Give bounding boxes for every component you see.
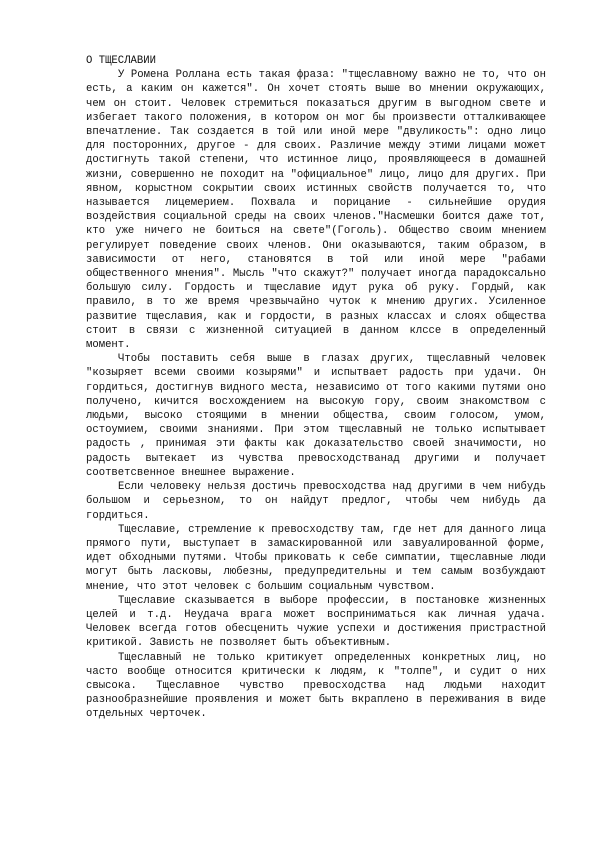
document-title: О ТЩЕСЛАВИИ [86, 55, 156, 67]
paragraph-4: Тщеславие, стремление к превосходству там, где нет для данного лица прямого пути, выступает в замаскированной или завуалированной форме, идет обходными путями. Чтобы приковать к себе симпатии, тщеславные люди могут быть ласковы, любезны, предупредительны и тем самым возбуждают мнение, что этот человек с большим социальным чувством. [86, 523, 546, 593]
paragraph-3: Если человеку нельзя достичь превосходства над другими в чем нибудь большом и серьезном, то он найдут предлог, чтобы чем нибудь да гордиться. [86, 481, 546, 522]
paragraph-2: Чтобы поставить себя выше в глазах других, тщеславный человек "козыряет всеми своими козырями" и испытвает радость при удачи. Он гордиться, достигнув видного места, независимо от того какими путями оно получено, кичится восхождением на высокую гору, своим знакомством с людьми, высоко стоящими в мнении общества, своим голосом, умом, остоумием, своими знаниями. При этом тщеславный не только испытывает радость , принимая эти факты как доказательство своей значимости, но радость вытекает из чувства превосходстванад другими и получает соответсвенное внешнее выражение. [86, 353, 546, 479]
paragraph-1: У Ромена Роллана есть такая фраза: "тщеславному важно не то, что он есть, а каким он кажется". Он хочет стоять выше во мнении окружающих, чем он стоит. Человек стремиться показаться другим в выгодном свете и избегает такого положения, в котором он мог бы произвести отталкивающее впечатление. Так создается в той или иной мере "двуликость": одно лицо для посторонних, другое - для своих. Различие между этими лицами может достигнуть такой степени, что истинное лицо, проявляющееся в домашней жизни, совершенно не походит на "официальное" лицо, лицо для других. При явном, корыстном сокрытии своих истинных свойств получается то, что называется лицемерием. Похвала и порицание - сильнейшие орудия воздействия социальной среды на своих членов."Насмешки боится даже тот, кто уже ничего не боиться на свете"(Гоголь). Общество своим мнением регулирует поведение своих членов. Они оказываются, таким образом, в зависимости от него, становятся в той или иной мере "рабами общественного мнения". Мысль "что скажут?" получает иногда парадоксально большую силу. Гордость и тщеславие идут рука об руку. Гордый, как правило, в то же время чрезвычайно чуток к мнению других. Усиленное развитие тщеславия, как и гордости, в разных классах и слоях общества стоит в связи с жизненной ситуацией в данном клссе в определенный момент. [86, 69, 546, 352]
document-page [86, 54, 546, 722]
paragraph-6: Тщеславный не только критикует определенных конкретных лиц, но часто вообще относится критически к людям, к "толпе", и судит о них свысока. Тщеславное чувство превосходства над людьми находит разнообразнейшие проявления и может быть вкраплено в переживания в виде отдельных черточек. [86, 651, 546, 721]
paragraph-5: Тщеславие сказывается в выборе профессии, в постановке жизненных целей и т.д. Неудача врага может восприниматься как личная удача. Человек всегда готов обесценить чужие успехи и достижения пристрастной критикой. Зависть не позволяет быть объективным. [86, 594, 546, 650]
